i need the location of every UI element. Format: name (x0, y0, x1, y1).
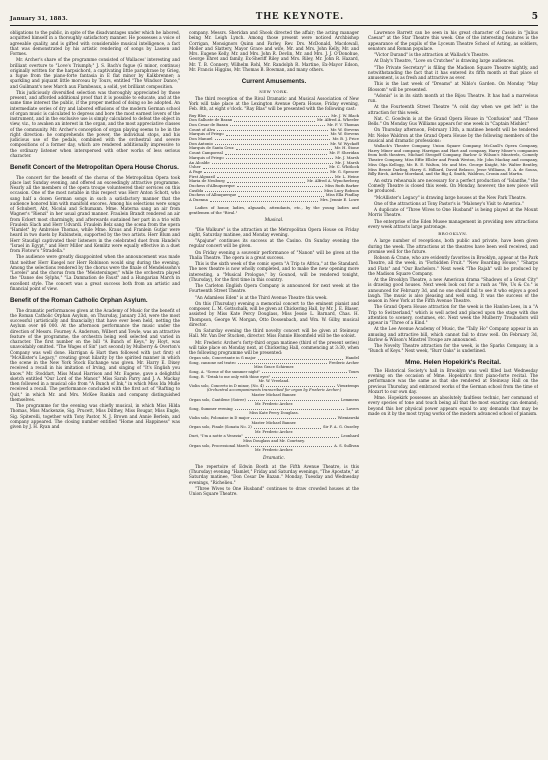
cast-row: A Duenna Mrs. Jennie E. Lowe (189, 197, 359, 203)
programme-row: Song, Summer evening Lavers (189, 406, 359, 411)
cast-row: Usher Mr. C. Whitlock (189, 164, 359, 170)
paragraph: Nat. C. Goodwin is at the Grand Opera House in "Confusion" and "Those Bells." On Monday Gus Williams appears for one week in "Captain Mishler." (368, 115, 538, 126)
column-2 (189, 30, 359, 760)
paragraph: Mr. Frederic Archer's forty-third organ matinee (third of the present series) will take place on Monday next, at Chickering Hall, commencing at 3:30, when the following programme will be presented: (189, 339, 359, 356)
subsection-label-musical: Musical. (264, 218, 284, 224)
cast-row: Don Manuel Mr. B. J. Price (189, 136, 359, 142)
cast-row: Don Salluste de Bazan Mr. Alfred A. Wheeler (189, 117, 359, 123)
paragraph: On Saturday evening the third novelty concert will be given at Steinway Hall. Mr. Van Der Stucken, director. Miss Fannie Bloomfield will be the soloist. (189, 328, 359, 339)
subsection-label-dramatic: Dramatic. (262, 455, 286, 461)
cast-note: Ladies of honor, ladies, alguazils, attendants, etc., by the young ladies and gentlemen of the "Rival." (189, 204, 359, 215)
paragraph: At the Fourteenth Street Theatre "A cold day when we get left" is the attraction for this week. (368, 104, 538, 115)
paragraph: A duplicate of "Three Wives to One Husband" is being played at the Mount Morris Theatre. (368, 207, 538, 218)
paragraph: Mme. Hopekirk possesses an absolutely faultless technic, her command of every species of tone and touch being all that the most exacting can demand; beyond this her physical power appears equal to any demands that may be made on it by the most trying works of the modern advanced school of pianism. (368, 395, 538, 416)
paragraph: The programme for the evening was chiefly musical, in which Miss Hilda Thomas, Miss Mackenzie, Sig. Prucett, Miss Dilthey, Miss Bougar, Miss Engle, Sig. Spiterelli, together with Tony Pastor, N. J. Brown and Annie Berlein, and company appeared. The closing number entitled "Home and Happiness" was given by J. H. Ryan and (10, 403, 180, 429)
paragraph: The Historical Society's hall in Brooklyn was well filled last Wednesday evening on the occasion of Mme. Hopekirk's first piano-forte recital. The performance was the same as that she rendered at Steinway Hall on the previous Thursday, and embraced works of the German school from the time of Mozart to our own day. (368, 367, 538, 394)
programme-row: Organ solo, Finale (Sonata No. 2) Sir F. A. G. Ouseley (189, 425, 359, 430)
column-1 (10, 30, 180, 760)
article-columns (10, 30, 538, 760)
page-header (10, 8, 538, 26)
programme-row: Song, canzone nel teatro Frederic Archer (189, 360, 359, 365)
paragraph: The Novelty Theatre attraction for the week, is the Sparks Company, in a "Bunch of Keys." Next week, "Burr Oaks" is underlined. (368, 343, 538, 354)
cast-row: A Page Mr. G. Spencer (189, 168, 359, 174)
paragraph: The repertoire of Edwin Booth at the Fifth Avenue Theatre, is this (Thursday) evening "Hamlet," Friday and Saturday evenings, "The Apostate," at Saturday matinee, "Don Cesar De Bazan." Monday, Tuesday and Wednesday evenings, "Richelieu." (189, 463, 359, 485)
paragraph: obligations to the public, in spite of the disadvantages under which he labored, acquitted himself in a thoroughly satisfactory manner. He possesses a voice of agreeable quality, and is gifted with considerable musical intelligence, a fact that was demonstrated by his artistic rendering of songs by Lassen and Formes. (10, 30, 180, 56)
paragraph: "Victor Durand" is the attraction at Wallack's Theatre. (374, 52, 490, 57)
paragraph: One of the attractions at Tony Pastor's is "Maloney's Visit to America." (374, 200, 524, 206)
section-heading-orphan-benefit: Benefit of the Roman Catholic Orphan Asylum. (10, 297, 148, 304)
cast-row: Count of Alva Mr. W. Stevens (189, 126, 359, 132)
programme-row: Organ solo, Cantilene (Soiree) Lemmens (189, 397, 359, 402)
paragraph: The audience were greatly disappointed when the announcement was made that neither Herr Kuegel nor Herr Robinson would sing during the evening. Among the selections rendered by the chorus were the finale of Mendelssohn's "Lorelei" and the chorus from the "Meistersinger," while the orchestra played the "Danse des Sylphs," "La Damnation de Faust" and a Hungarian March in excellent style. The concert was a great success both from an artistic and financial point of view. (10, 254, 180, 291)
paragraph: An extra rehearsals are necessary for a perfect production of "Iolanthe," the Comedy Theatre is closed this week. On Monday, however, the new piece will be produced. (368, 177, 538, 194)
paragraph: The enterprise of the Eden Musee management in providing new attractions every week attracts large patronage. (368, 218, 538, 229)
paragraph: The dramatic performances given at the Academy of Music for the benefit of the Roman Catholic Orphan Asylum, on Thursday, January 23d, were the most successful (artistically and financially) that have ever been held, netting the Asylum over $6 000. At the afternoon performance the music under the direction of Messrs. Fourney A. Anderson, Wilbert and Towle, was an attractive feature of the programme, the orchestra being well selected and varied in character. The first number on the bill "A Bunch of Keys," by Hoyt, was unavoidably omitted. "The Wages of Sin" (act second) by Mulberry & Overton's Company was well done. Harrigan & Hart then followed with (act first) of "McAllister's Legacy," creating great hilarity by the spirited manner in which the scene in the New York Stock Exchange was given. Mr. Harry E. Dixey received a recall in his imitation of Irving, and singing of "It's English you know." Mr. Stoddart, Miss Maud Harrison and Mr. Eugene, gave a delightful sketch entitled "Our Lord of the Manor." Miss Sarah Parry and J. A. Mackay then followed in a musical olio from "A Bunch of Ink," in which Miss Ida Mulle received a recall. The performance concluded with the first act of "Rafting to Quit," in which Mr. and Mrs. McKee Rankin and company distinguished themselves. (10, 307, 180, 402)
paragraph: This is the sixth week of the comic opera "A Trip to Africa," at the Standard. The new theatre is now wholly completed, and to make the new opening more interesting, a "Musical Prologue," by Gounod, will be rendered tonight, (Thursday), for the first time in this country. (189, 261, 359, 282)
paragraph: "The Private Secretary" is filling the Madison Square Theatre nightly, and notwithstanding the fact that it has entered its fifth month at that place of amusement, is as fresh and attractive as ever. (368, 64, 538, 80)
paragraph: Wallack's Theatre Company, Union Square Company, McCaull's Opera Company, Harry Miner and company, Harrigan and Hart and company, Harry Miner's companies from both theatres, Michael Strogoff Company, Barlow & Wilson's Minstrels, Comedy Theatre Company, Miss Effie Ellsler and Frank Weston, Mr. John Mackay and company, Miss Olga Kellogg, Mr. R. E. Walton, Mr. and Mrs. George Knight, Mr. Walter Bentley, Miss Bessie Darling, Harry S. Hilliard, David Belasco, Jesse Williams, E. A. de Sousa, Billy Birch, Arthur Moreland, and the Big 4, Smith, Waldron, Cronin and Martin. (368, 143, 538, 177)
cast-row: Maria de Neuburg Mr. Alfred A. Wyncherberg (189, 178, 359, 184)
cast-row: Marquis de Santa Cruz Mr. H. Stone (189, 145, 359, 151)
section-heading-met-benefit: Benefit Concert of the Metropolitan Opera House Chorus. (10, 164, 179, 171)
cast-row: Ruy Blas Mr. J. W. Black (189, 112, 359, 118)
programme-note: (Orchestral accompaniments transcribed for organ by Frederic Archer.) (206, 388, 342, 393)
programme-row: Song, B. "Drink to me only with thine eyes" (189, 375, 359, 380)
programme-performer: Mr. Frederic Archer. (254, 448, 294, 453)
paragraph: "Three Wives to One Husband" continues to draw crowded houses at the Union Square Theatre. (189, 485, 359, 497)
paragraph: On Thursday afternoon, February 13th, a matinee benefit will be tendered Mr. Nelse Waldron at the Grand Opera House by the following members of the musical and dramatic professions: (368, 127, 538, 143)
cast-row: Casilda Miss Lucy Robson (189, 187, 359, 193)
cast-row: An Alcalde Mr. J. Marsh (189, 159, 359, 165)
programme-row: Violin solo, Concerto in D minor, (No. 4) Vieuxtemps (189, 383, 359, 388)
cast-row: Don Cesar de Bazan Mr. F. V. Thomas (189, 121, 359, 127)
programme-row: Duet, "I'm a notte a Venezia" Leonhard (189, 434, 359, 439)
masthead-title: THE KEYNOTE. (255, 11, 344, 22)
paragraph: The Carleton English Opera Company is announced for next week at the Fourteenth Street Theatre. (189, 283, 359, 294)
cast-row: First Alguazil Mr. L. Heine (189, 173, 359, 179)
cast-row: Don Antonio Mr. W. Wyckoff (189, 140, 359, 146)
paragraph: "Die Walkure" is the attraction at the Metropolitan Opera House on Friday night, Saturday matinee, and Monday evening. (189, 226, 359, 237)
programme-performer: Miss Kate Percy Douglass. (249, 411, 299, 416)
paragraph: At the Lee Avenue Academy of Music, the "Tally Ho" Company appear in an amusing and attractive bill, which cannot fail to draw well. On February 3d, Barlow & Wilson's Minstrel Troupe are announced. (368, 326, 538, 342)
paragraph: This judiciously diversified selection was thoroughly appreciated by those present, and afforded additional proof that it is possible to educate, and at the same time interest the public, if the proper method of doing so be adopted. An intermediate series of dry and labored effusions of the modern German school of organ music is calculated to depress and bore the most earnest lovers of the instrument, and in the exclusive use is simply calculated to defeat the object in view, viz., to awaken an interest in the organ, and the most appreciative classes of the community. Mr. Archer's conception of organ playing seems to be in the right direction: he comprehends the power, the individual stops, and his judicious use of the pedals, combined with the orchestral and severe compositions of a former day, which are rendered additionally impressive to the ordinary listener when interspersed with other works of less serious character. (10, 89, 180, 158)
programme-row: Violin solo, Polonaise in D major Wieniawski (189, 415, 359, 420)
paragraph: On Friday evening a souvenir performance of "Nanon" will be given at the Thalia Theatre. The opera is a great success. (189, 249, 359, 260)
paragraph: The third reception of the Rival Dramatic and Musical Association of New York will take place at the Lexington Avenue Opera House, Friday evening, Feb. 8th, at eight o'clock. "Ray Blas" will be presented with the following cast: (189, 95, 359, 112)
paragraph: "Adonis" is in its sixth month at the Bijou Theatre. It has had a marvelous run. (368, 92, 538, 103)
cast-row: Count Camporeal Mr. F. Sheridan (189, 150, 359, 156)
paragraph: The concert for the benefit of the chorus of the Metropolitan Opera took place last Sunday evening, and offered an exceedingly attractive programme. Nearly all the members of the opera troupe volunteered their services on this occasion. One of the most notable in this respect was Herr Anton Schott, who sang half a dozen German songs in such a satisfactory manner that the audience honored him with manifold encores. Among his selections were songs of Schubert, Abt, Nicolai and Schumann. Mme. Materna sang an air from Wagner's "Rienzi" in her usual grand manner. Fraulein Brandt rendered an air from Eckert most charmingly, and afterwards sustained her part in a trio with Fraulein Slach and Herr Udvardi. Fraulein Belz sang the scena from the opera "Hamlet" by Ambroise Thomas, while Mme. Kraus and Franlein Gutjar were heard in two duets by Rubinstein, supported by the two artists. Herr Blum and Herr Staudigl captivated their listeners in the celebrated duet from Handel's "Israel in Egypt," and Herr Miller and Kemlitz were equally effective in a duet from Flotow's "Stradella." (10, 174, 180, 253)
paragraph: A large number of receptions, both public and private, have been given during the week. The attractions at the theatres have been well received, and promise well for the future. (368, 238, 538, 254)
programme-row: Organ solo, Concertante in G major Handel (189, 356, 359, 361)
paragraph: Mr. Archer's share of the programme consisted of Wallaces' interesting and brilliant overture to "Love's Triumph;" J. S. Bach's fugue (G minor, continuo) originally written for the harpsichord, a captivating little paraphrase by Grieg, a fugue from the piano-forte fantasia in E flat minor by Kalkbrenner; a sparkling and piquant little morceau by Tours, entitled "The Windsor Dance," and Guilmant's new March aux Flambeaux, a solid, yet brilliant composition. (10, 57, 180, 89)
paragraph: At Daly's Theatre, "Love on Crutches" is drawing large audiences. (374, 58, 515, 64)
programme-performer: Master Michael Banner. (251, 393, 297, 398)
issue-date: January 31, 1883. (10, 16, 68, 22)
paragraph: Lawrence Barrett can be seen in his great character of Cassio in "Julius Caesar" at the Star Theatre this week. One of the interesting features is the appearance of the pupils of the Lyceum Theatre School of Acting, as soldiers, senators and Roman populace. (368, 30, 538, 51)
column-3 (368, 30, 538, 760)
paragraph: "Apajune" continues its success at the Casino. On Sunday evening the regular concert will be given. (189, 238, 359, 249)
section-heading-current-amusements: Current Amusements. (241, 78, 307, 85)
paragraph: The Grand Opera House attraction for the week is the Hanlon-Lees, in a "A Trip to Switzerland," which is well acted and placed upon the stage with due attention to scenery, costumes, etc. Next week the Mulberry Troubadors will appear in "Three of a Kind." (368, 304, 538, 326)
paragraph: On this (Thursday) evening a memorial concert to the eminent pianist and composer, L. M. Gottschalk, will be given at Chickering Hall, by Mr. J. E. Blaser, assisted by Miss Kate Percy Douglass, Miss Jessie L. Barnard, Chas. H. Thompson, George W. Morgan, Otto Dossenbach, and Wm. W. Gilby, musical director. (189, 300, 359, 327)
programme-performer: Mr. W. Vreeland. (258, 379, 290, 384)
paragraph: "An Adamless Eden" is at the Third Avenue Theatre this week. (195, 294, 328, 300)
programme-performer: Mr. Frederic Archer. (254, 402, 294, 407)
programme-row: Organ solo, Processional March A. S. Sullivan (189, 443, 359, 448)
paragraph: company. Messrs. Sheridan and Shook directed the affair; the acting manager being Mr. Leigh Lynch. Among those present were noticed Archbishop Corrigan, Monsignors Quinn and Farley, Rev. Drs. McDonald, Macdowall, Moller and Slattery, Mayor Grace and wife, Mr. and Mrs. John Kelly, Mr. and Mrs. Eugene Kelly, Mr. and Mrs. John R. Devlin, Mr. and Mrs. J. J. O'Donohue, George Ehret and family, Ex-Sheriff Riley and Mrs. Riley, Mr. John R. Hazard, Mr. T. B. Connery, Wilhelm Rohl, Mr. Randolph R. Martine, Ex-Mayor Edson, Mr. Francis Higgins, Mr. Thomas B. Bowman, and many others. (189, 30, 359, 72)
paragraph: This is the last week of "Dreams" at Niblo's Garden. On Monday "May Blossom" will be presented. (368, 81, 538, 92)
paragraph: At the Brooklyn Theatre, a new American drama "Shadows of a Great City" is drawing good houses. Next week look out for a rush as "We, Us & Co." is announced for February 3d, and no one should fail to see it who enjoys a good laugh. The music is also pleasing and well sung. It was the success of the season in New York at the Fifth Avenue Theatre. (368, 277, 538, 304)
cast-row: Marquis of Priego Mr. J. Marsh (189, 154, 359, 160)
paragraph: Robson & Crane, who are evidently favorites in Brooklyn, appear at the Park Theatre, all the week, in "Forbidden Fruit." "New Boarding House," "Sharps and Flats" and "Our Bachelors." Next week "The Rajah" will be produced by the Madison Square Company. (368, 255, 538, 276)
cast-row: Duchess of Albuquerque Miss Ella Findlay (189, 192, 359, 198)
programme-performer: Miss Douglass and Mr. Courtney. (243, 438, 305, 443)
cast-row: Duchess d'Albuquerque Miss Ruth Barker (189, 183, 359, 189)
concert-programme (189, 356, 359, 452)
programme-performer: Miss Grace Schirmer. (253, 365, 295, 370)
cast-list (189, 114, 359, 203)
programme-row: Song, A. "Scene of the summer night" Tours (189, 370, 359, 375)
city-label-new-york: NEW YORK. (259, 88, 289, 94)
page-number: 5 (531, 12, 538, 22)
section-heading-hopekirk-recital: Mme. Helen Hopekirk's Recital. (405, 358, 501, 366)
city-label-brooklyn: BROOKLYN. (438, 231, 468, 237)
paragraph: "McAllister's Legacy" is drawing large houses at the New Park Theatre. (374, 194, 527, 200)
programme-performer: Master Michael Banner. (251, 420, 297, 425)
cast-row: Marquis of Priego Mr. W. Stevens (189, 131, 359, 137)
programme-performer: Mr. Frederic Archer. (254, 429, 294, 434)
